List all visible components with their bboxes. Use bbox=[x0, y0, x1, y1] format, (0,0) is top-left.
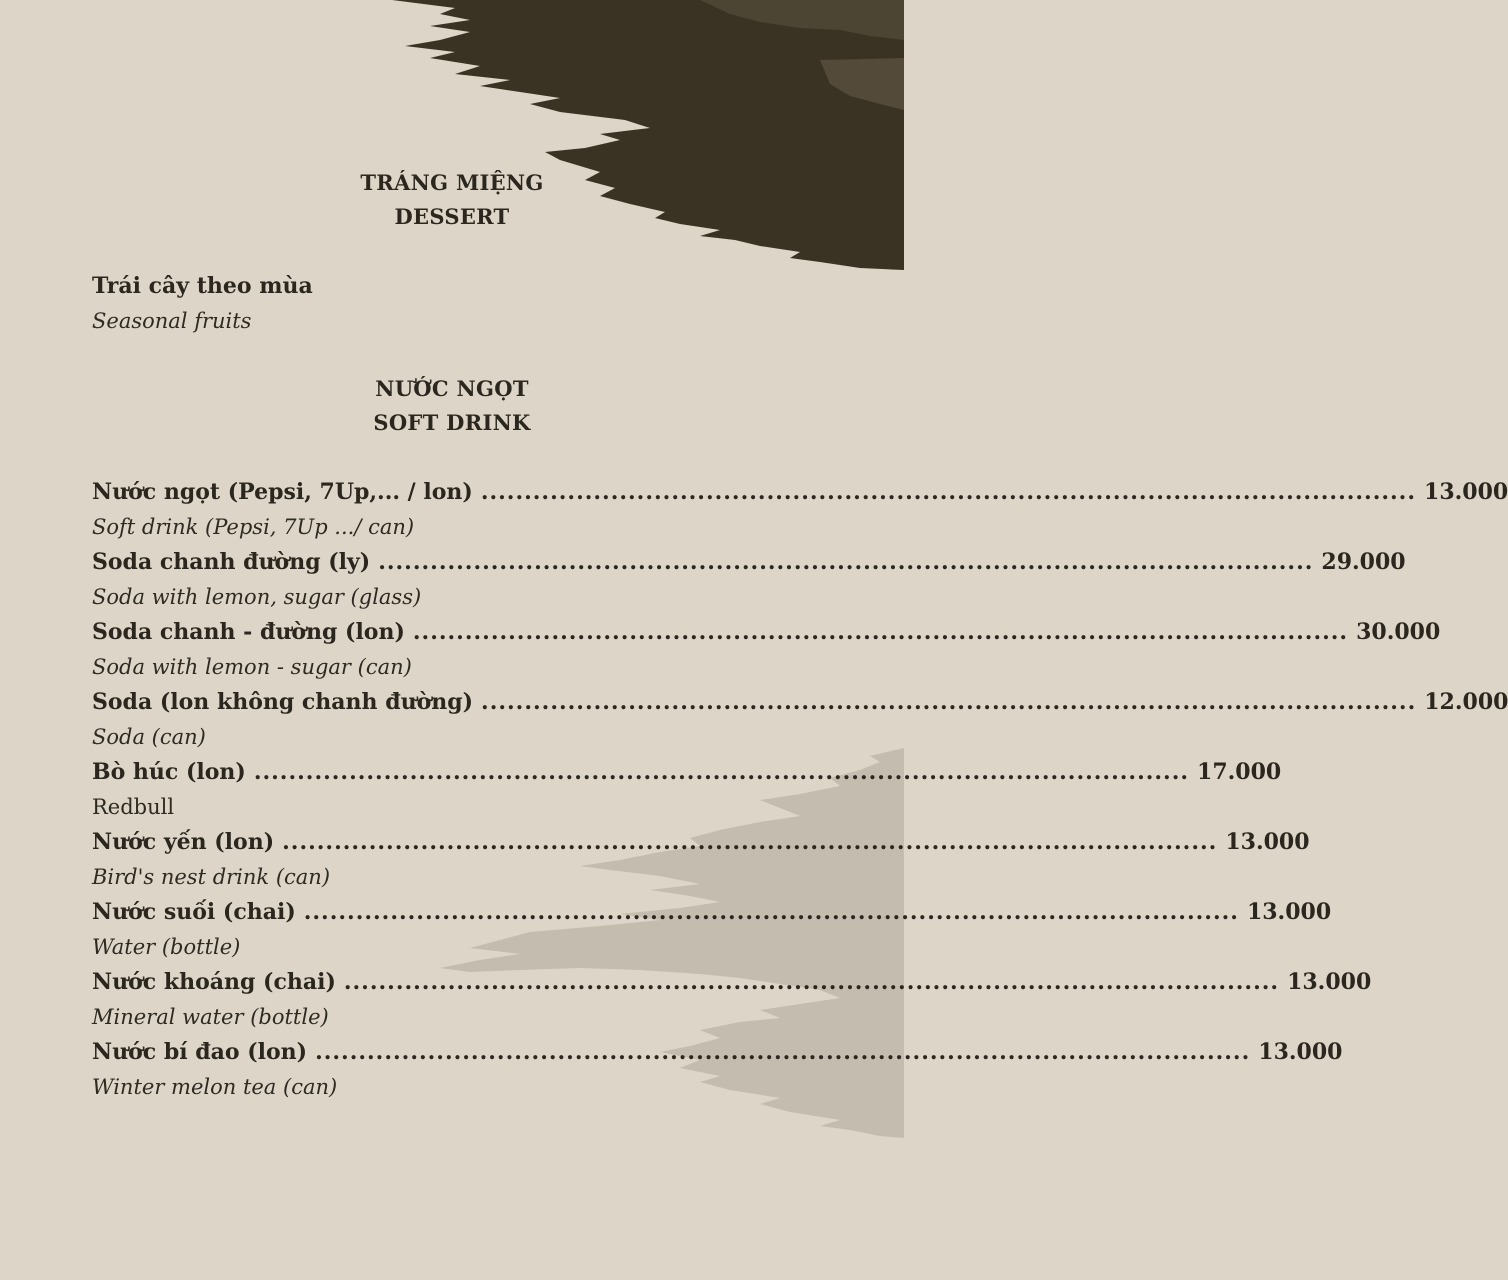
menu-item-row bbox=[92, 617, 1441, 647]
soft-drink-title-en: SOFT DRINK bbox=[373, 410, 531, 435]
menu-item-name-en: Soda (can) bbox=[92, 725, 206, 749]
leader-dots: ............................................................................................................ bbox=[480, 479, 1417, 505]
menu-item-price: 30.000 bbox=[1356, 619, 1441, 645]
menu-item-price: 13.000 bbox=[1246, 899, 1332, 925]
menu-item-name-vi: Nước suối (chai) bbox=[92, 899, 296, 925]
dessert-title-en: DESSERT bbox=[394, 204, 510, 229]
menu-item-price: 13.000 bbox=[1287, 969, 1372, 995]
menu-item-price: 12.000 bbox=[1424, 689, 1508, 715]
leader-dots: ............................................................................................................ bbox=[412, 619, 1349, 645]
menu-item-name-vi: Soda chanh - đường (lon) bbox=[92, 619, 405, 645]
menu-item-name-en: Bird's nest drink (can) bbox=[92, 865, 331, 889]
menu-item-row bbox=[92, 477, 1508, 507]
menu-item-price: 17.000 bbox=[1197, 759, 1282, 785]
menu-item-name-vi: Bò húc (lon) bbox=[92, 759, 246, 785]
dessert-item-name-en: Seasonal fruits bbox=[92, 309, 252, 333]
menu-item-row bbox=[92, 967, 1372, 997]
menu-item-name-vi: Nước bí đao (lon) bbox=[92, 1039, 308, 1065]
dessert-heading bbox=[0, 166, 904, 234]
menu-item-row bbox=[92, 1037, 1343, 1067]
leader-dots: ............................................................................................................ bbox=[481, 689, 1417, 715]
menu-item-row bbox=[92, 827, 1310, 857]
leader-dots: ............................................................................................................ bbox=[303, 899, 1239, 925]
menu-item-name-vi: Nước ngọt (Pepsi, 7Up,... / lon) bbox=[92, 479, 473, 505]
menu-item-name-en: Mineral water (bottle) bbox=[92, 1005, 329, 1029]
menu-item-name-en: Water (bottle) bbox=[92, 935, 241, 959]
menu-item-price: 13.000 bbox=[1225, 829, 1310, 855]
menu-item-row bbox=[92, 757, 1282, 787]
menu-item-row bbox=[92, 687, 1508, 717]
menu-item-name-en: Soda with lemon, sugar (glass) bbox=[92, 585, 422, 609]
soft-drink-heading bbox=[0, 372, 904, 440]
menu-item-price: 29.000 bbox=[1321, 549, 1406, 575]
soft-drink-title-vi: NƯỚC NGỌT bbox=[375, 376, 529, 401]
menu-item-name-vi: Soda chanh đường (ly) bbox=[92, 549, 371, 575]
menu-item-name-en: Winter melon tea (can) bbox=[92, 1075, 338, 1099]
leader-dots: ............................................................................................................ bbox=[315, 1039, 1251, 1065]
menu-item-name-en: Soft drink (Pepsi, 7Up .../ can) bbox=[92, 515, 415, 539]
menu-item-name-vi: Nước yến (lon) bbox=[92, 829, 275, 855]
dessert-title-vi: TRÁNG MIỆNG bbox=[360, 170, 544, 195]
menu-item-price: 13.000 bbox=[1424, 479, 1508, 505]
menu-item-name-vi: Soda (lon không chanh đường) bbox=[92, 689, 474, 715]
leader-dots: ............................................................................................................ bbox=[343, 969, 1280, 995]
menu-item-price: 13.000 bbox=[1258, 1039, 1343, 1065]
dessert-item-name-vi: Trái cây theo mùa bbox=[92, 273, 313, 299]
menu-item-row bbox=[92, 897, 1332, 927]
menu-item-name-en: Soda with lemon - sugar (can) bbox=[92, 655, 412, 679]
menu-item-name-vi: Nước khoáng (chai) bbox=[92, 969, 336, 995]
leader-dots: ............................................................................................................ bbox=[282, 829, 1218, 855]
leader-dots: ............................................................................................................ bbox=[253, 759, 1190, 785]
leader-dots: ............................................................................................................ bbox=[378, 549, 1314, 575]
menu-item-name-en: Redbull bbox=[92, 795, 175, 819]
menu-item-row bbox=[92, 547, 1406, 577]
